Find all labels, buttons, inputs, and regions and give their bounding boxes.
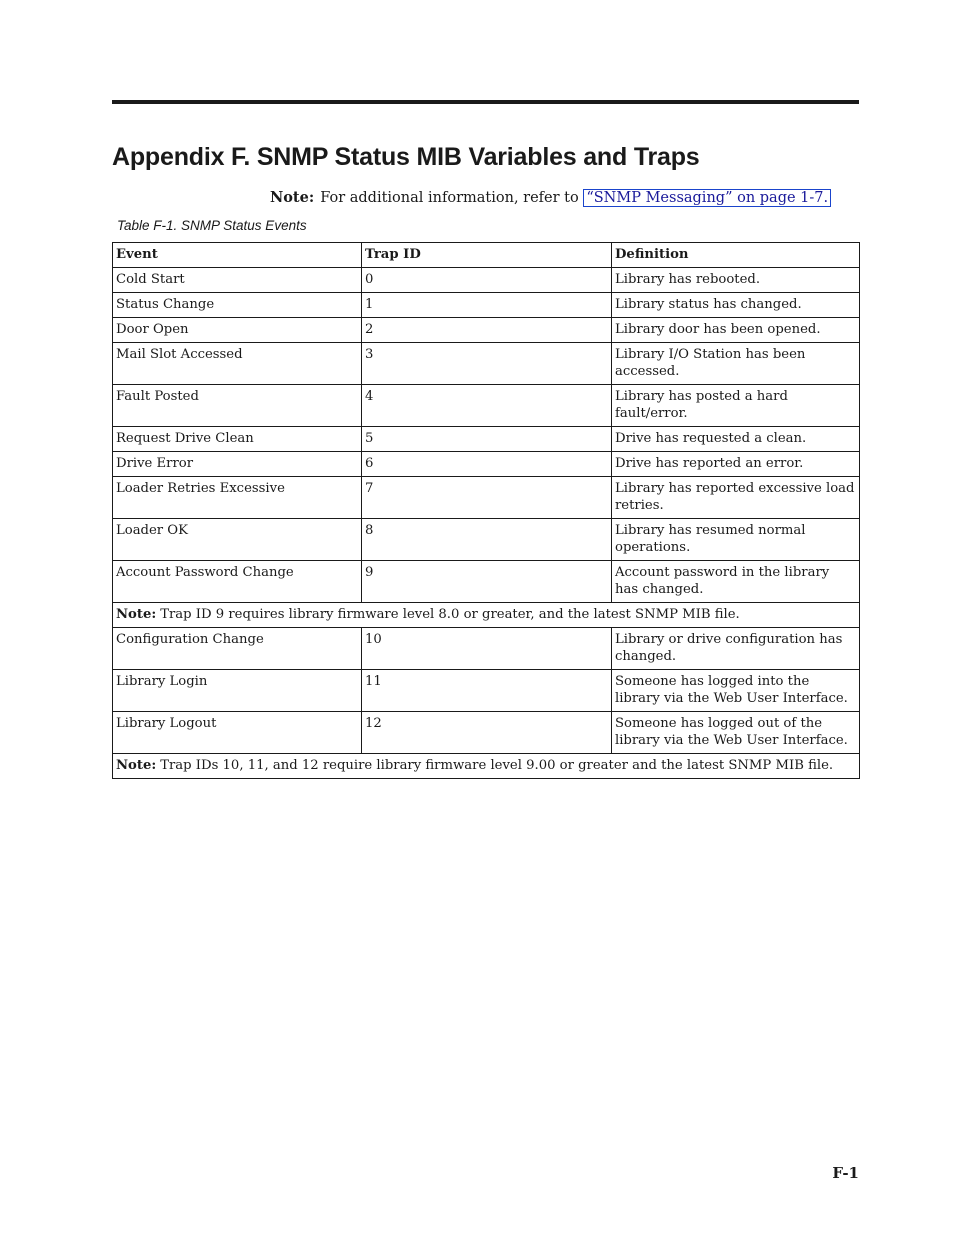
- table-row: [113, 343, 860, 385]
- definition-cell: Library I/O Station has been accessed.: [612, 343, 860, 385]
- table-row: [113, 561, 860, 603]
- table-header-row: [113, 243, 860, 268]
- table-row: [113, 628, 860, 670]
- trap-id-cell: 3: [362, 343, 612, 385]
- trap-id-cell: 0: [362, 268, 612, 293]
- definition-cell: Someone has logged out of the library via the Web User Interface.: [612, 712, 860, 754]
- trap-id-cell: 9: [362, 561, 612, 603]
- table-caption: Table F-1. SNMP Status Events: [117, 218, 307, 233]
- trap-id-cell: 5: [362, 427, 612, 452]
- trap-id-cell: 2: [362, 318, 612, 343]
- intro-note-label: Note:: [270, 189, 315, 206]
- trap-id-cell: 11: [362, 670, 612, 712]
- definition-cell: Library has reported excessive load retries.: [612, 477, 860, 519]
- definition-cell: Library or drive configuration has changed.: [612, 628, 860, 670]
- snmp-status-events-table: [112, 242, 860, 779]
- trap-id-cell: 12: [362, 712, 612, 754]
- definition-cell: Library has posted a hard fault/error.: [612, 385, 860, 427]
- definition-cell: Library has resumed normal operations.: [612, 519, 860, 561]
- trap-id-cell: 7: [362, 477, 612, 519]
- event-cell: Mail Slot Accessed: [113, 343, 362, 385]
- event-cell: Request Drive Clean: [113, 427, 362, 452]
- header-event: Event: [113, 243, 362, 268]
- definition-cell: Library status has changed.: [612, 293, 860, 318]
- table-row: [113, 293, 860, 318]
- intro-note-text: For additional information, refer to: [320, 190, 579, 206]
- definition-cell: Account password in the library has changed.: [612, 561, 860, 603]
- event-cell: Drive Error: [113, 452, 362, 477]
- table-row: [113, 670, 860, 712]
- event-cell: Cold Start: [113, 268, 362, 293]
- table-note-text: Trap ID 9 requires library firmware level 8.0 or greater, and the latest SNMP MIB file.: [160, 607, 740, 622]
- table-row: [113, 318, 860, 343]
- event-cell: Loader Retries Excessive: [113, 477, 362, 519]
- definition-cell: Someone has logged into the library via the Web User Interface.: [612, 670, 860, 712]
- trap-id-cell: 10: [362, 628, 612, 670]
- trap-id-cell: 8: [362, 519, 612, 561]
- table-note-label: Note:: [116, 607, 157, 622]
- definition-cell: Drive has requested a clean.: [612, 427, 860, 452]
- top-rule: [112, 100, 859, 104]
- table-note-cell: [113, 603, 860, 628]
- table-note-cell: [113, 754, 860, 779]
- event-cell: Account Password Change: [113, 561, 362, 603]
- table-note-label: Note:: [116, 758, 157, 773]
- definition-cell: Library has rebooted.: [612, 268, 860, 293]
- table-note-row: [113, 754, 860, 779]
- event-cell: Status Change: [113, 293, 362, 318]
- table-row: [113, 427, 860, 452]
- definition-cell: Library door has been opened.: [612, 318, 860, 343]
- event-cell: Configuration Change: [113, 628, 362, 670]
- event-cell: Fault Posted: [113, 385, 362, 427]
- trap-id-cell: 4: [362, 385, 612, 427]
- table-row: [113, 452, 860, 477]
- trap-id-cell: 6: [362, 452, 612, 477]
- intro-note: [270, 187, 831, 209]
- header-trap-id: Trap ID: [362, 243, 612, 268]
- snmp-messaging-link[interactable]: “SNMP Messaging” on page 1-7.: [583, 189, 831, 207]
- trap-id-cell: 1: [362, 293, 612, 318]
- table-note-text: Trap IDs 10, 11, and 12 require library firmware level 9.00 or greater and the latest SNMP MIB file.: [160, 758, 834, 773]
- event-cell: Library Login: [113, 670, 362, 712]
- table-row: [113, 385, 860, 427]
- table-row: [113, 519, 860, 561]
- event-cell: Door Open: [113, 318, 362, 343]
- event-cell: Library Logout: [113, 712, 362, 754]
- table-row: [113, 268, 860, 293]
- definition-cell: Drive has reported an error.: [612, 452, 860, 477]
- table-row: [113, 712, 860, 754]
- table-row: [113, 477, 860, 519]
- page-number: F-1: [832, 1164, 859, 1182]
- header-definition: Definition: [612, 243, 860, 268]
- table-note-row: [113, 603, 860, 628]
- page-title: Appendix F. SNMP Status MIB Variables and Traps: [112, 143, 700, 171]
- event-cell: Loader OK: [113, 519, 362, 561]
